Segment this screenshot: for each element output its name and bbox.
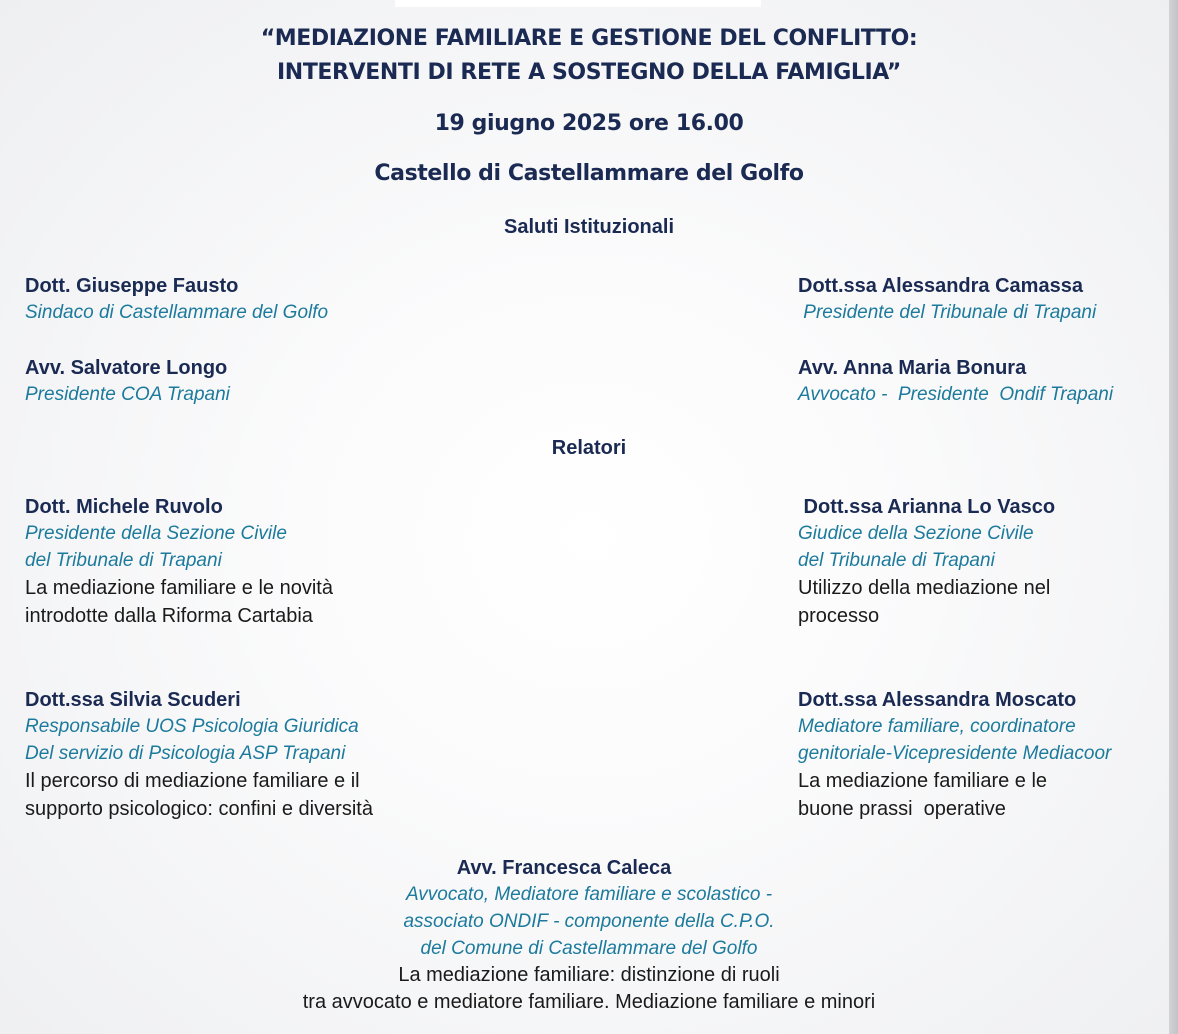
person-role-line1: Presidente della Sezione Civile	[25, 523, 287, 544]
person-role: Sindaco di Castellammare del Golfo	[25, 302, 329, 323]
talk-topic-line2: buone prassi operative	[798, 798, 1006, 820]
talk-topic-line2: supporto psicologico: confini e diversità	[25, 798, 373, 820]
relatore-lo-vasco	[798, 494, 1055, 630]
person-role-line2: Del servizio di Psicologia ASP Trapani	[25, 743, 346, 764]
person-name: Avv. Salvatore Longo	[25, 357, 228, 379]
top-white-bar	[395, 0, 761, 7]
saluti-person-bonura	[798, 355, 1113, 408]
person-role-line1: Mediatore familiare, coordinatore	[798, 716, 1076, 737]
person-name: Avv. Anna Maria Bonura	[798, 357, 1027, 379]
person-name: Dott. Giuseppe Fausto	[25, 275, 239, 297]
person-role: Avvocato - Presidente Ondif Trapani	[798, 384, 1114, 405]
event-title-line1: “MEDIAZIONE FAMILIARE E GESTIONE DEL CONFLITTO:	[260, 26, 918, 51]
talk-topic-line1: Il percorso di mediazione familiare e il	[25, 770, 360, 792]
saluti-person-fausto	[25, 273, 328, 326]
event-date: 19 giugno 2025 ore 16.00	[434, 111, 744, 136]
talk-topic-line1: Utilizzo della mediazione nel	[798, 577, 1051, 599]
person-role-line1: Responsabile UOS Psicologia Giuridica	[25, 716, 359, 737]
person-role-line2: del Tribunale di Trapani	[25, 550, 222, 571]
talk-topic-line1: La mediazione familiare e le novità	[25, 577, 333, 599]
person-role-line1: Avvocato, Mediatore familiare e scolastico -	[405, 884, 773, 905]
person-name: Dott.ssa Alessandra Moscato	[798, 689, 1077, 711]
relatore-caleca	[0, 855, 1178, 1016]
person-role-line3: del Comune di Castellammare del Golfo	[420, 938, 758, 959]
saluti-person-longo	[25, 355, 230, 408]
event-venue: Castello di Castellammare del Golfo	[374, 161, 804, 186]
person-name: Dott.ssa Silvia Scuderi	[25, 689, 241, 711]
saluti-heading: Saluti Istituzionali	[503, 216, 674, 238]
person-role-line2: genitoriale-Vicepresidente Mediacoor	[798, 743, 1112, 764]
person-role: Presidente del Tribunale di Trapani	[798, 302, 1097, 323]
person-role: Presidente COA Trapani	[25, 384, 230, 405]
relatore-moscato	[798, 687, 1111, 823]
person-role-line2: associato ONDIF - componente della C.P.O.	[403, 911, 775, 932]
talk-topic-line2: tra avvocato e mediatore familiare. Mediazione familiare e minori	[302, 991, 876, 1013]
person-name: Dott.ssa Alessandra Camassa	[798, 275, 1083, 297]
relatore-scuderi	[25, 687, 373, 823]
event-title-line2: INTERVENTI DI RETE A SOSTEGNO DELLA FAMIGLIA”	[277, 60, 901, 85]
person-name: Dott.ssa Arianna Lo Vasco	[798, 496, 1056, 518]
relatori-heading: Relatori	[551, 437, 627, 459]
person-name: Avv. Francesca Caleca	[456, 857, 672, 879]
talk-topic-line1: La mediazione familiare: distinzione di ruoli	[398, 964, 780, 986]
talk-topic-line2: processo	[798, 605, 880, 627]
saluti-person-camassa	[798, 273, 1096, 326]
talk-topic-line2: introdotte dalla Riforma Cartabia	[25, 605, 313, 627]
event-title	[0, 22, 1178, 90]
person-role-line1: Giudice della Sezione Civile	[798, 523, 1034, 544]
person-role-line2: del Tribunale di Trapani	[798, 550, 995, 571]
talk-topic-line1: La mediazione familiare e le	[798, 770, 1048, 792]
person-name: Dott. Michele Ruvolo	[25, 496, 223, 518]
relatore-ruvolo	[25, 494, 333, 630]
